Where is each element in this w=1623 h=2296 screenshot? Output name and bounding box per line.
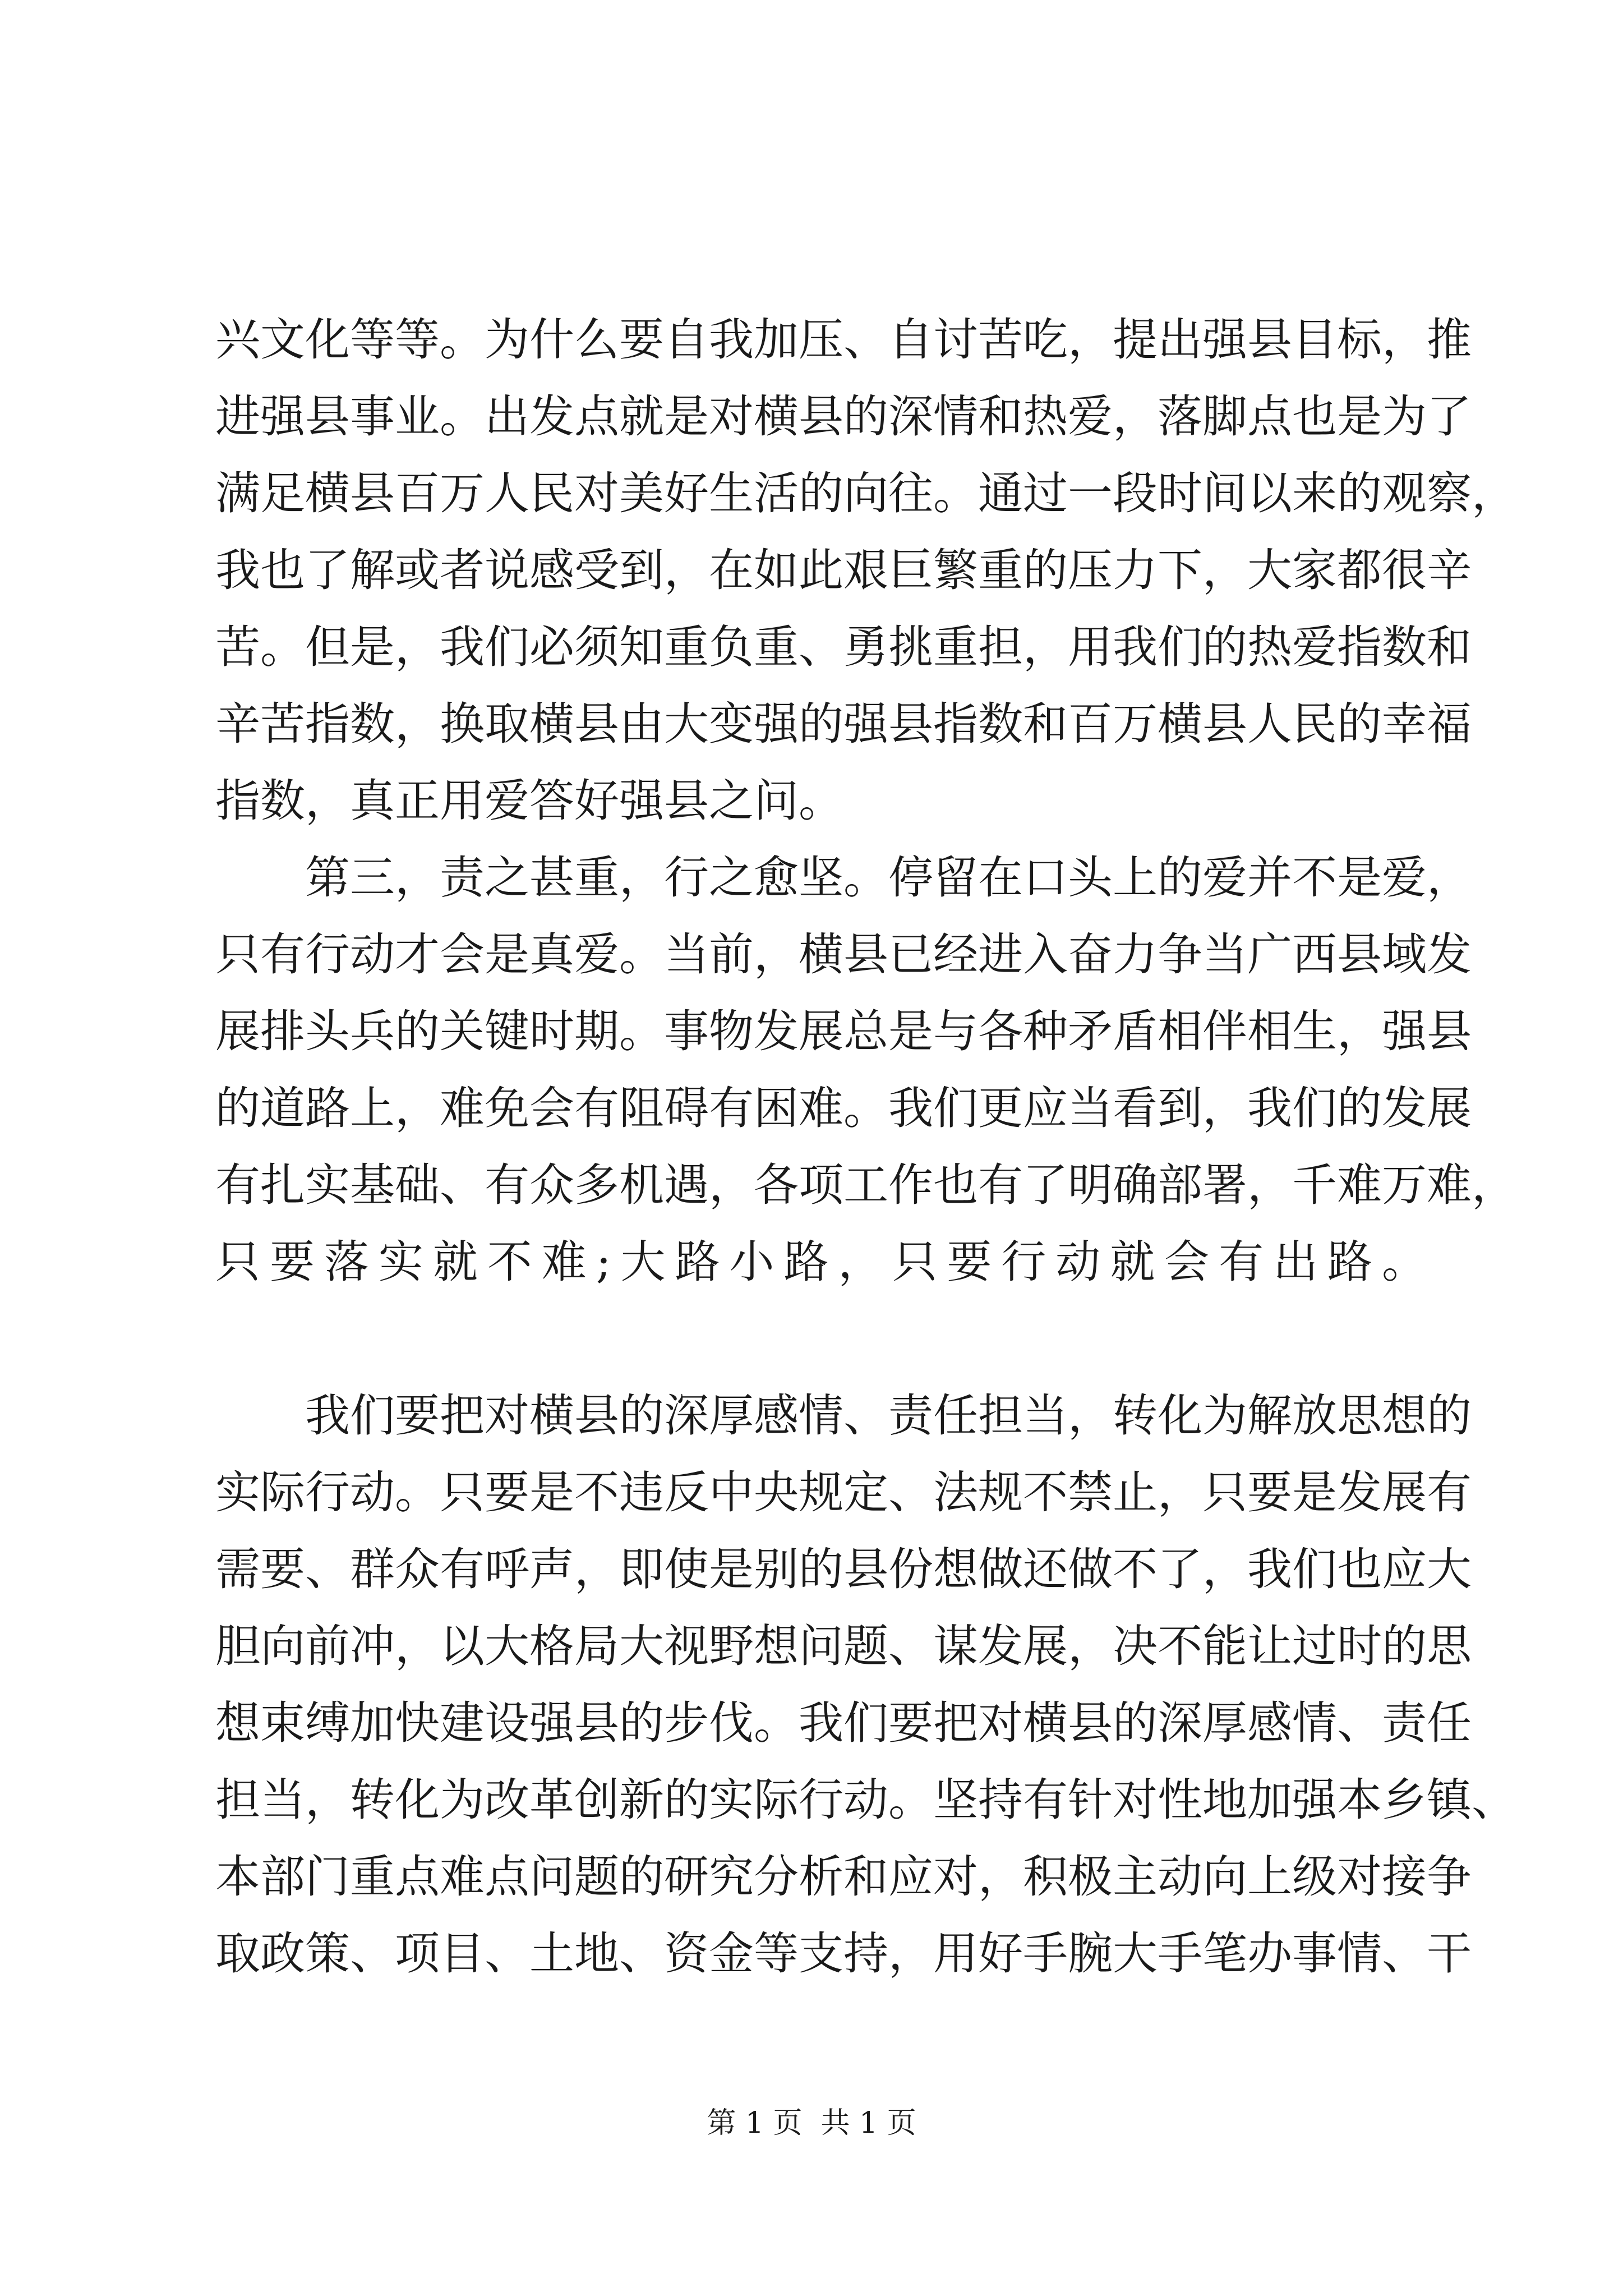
text-line: 需要、群众有呼声，即使是别的县份想做还做不了，我们也应大 (215, 1543, 1472, 1595)
text-line: 辛苦指数，换取横县由大变强的强县指数和百万横县人民的幸福 (215, 698, 1472, 750)
text-line: 进强县事业。出发点就是对横县的深情和热爱，落脚点也是为了 (215, 390, 1472, 443)
text-line: 指数，真正用爱答好强县之问。 (215, 775, 843, 827)
text-line: 有扎实基础、有众多机遇，各项工作也有了明确部署，千难万难， (215, 1159, 1516, 1211)
text-line: 我也了解或者说感受到，在如此艰巨繁重的压力下，大家都很辛 (215, 544, 1472, 596)
text-line: 胆向前冲，以大格局大视野想问题、谋发展，决不能让过时的思 (215, 1620, 1472, 1672)
paragraph-first-line: 我们要把对横县的深厚感情、责任担当，转化为解放思想的 (305, 1389, 1472, 1442)
text-line: 兴文化等等。为什么要自我加压、自讨苦吃，提出强县目标，推 (215, 314, 1472, 366)
text-line (215, 1300, 1427, 1377)
text-line: 实际行动。只要是不违反中央规定、法规不禁止，只要是发展有 (215, 1466, 1472, 1519)
paragraph-first-line: 第三，责之甚重，行之愈坚。停留在口头上的爱并不是爱， (305, 852, 1472, 904)
text-line: 满足横县百万人民对美好生活的向往。通过一段时间以来的观察， (215, 467, 1516, 519)
text-line: 担当，转化为改革创新的实际行动。坚持有针对性地加强本乡镇、 (215, 1774, 1516, 1826)
text-line: 只要落实就不难;大路小路，只要行动就会有出路。 (215, 1236, 1427, 1288)
text-line: 本部门重点难点问题的研究分析和应对，积极主动向上级对接争 (215, 1851, 1472, 1903)
text-line: 苦。但是，我们必须知重负重、勇挑重担，用我们的热爱指数和 (215, 621, 1472, 673)
text-line: 展排头兵的关键时期。事物发展总是与各种矛盾相伴相生，强县 (215, 1005, 1472, 1057)
document-body (215, 301, 1516, 1992)
text-line: 只有行动才会是真爱。当前，横县已经进入奋力争当广西县域发 (215, 928, 1472, 981)
text-line: 取政策、项目、土地、资金等支持，用好手腕大手笔办事情、干 (215, 1927, 1472, 1980)
page-footer: 第 1 页 共 1 页 (707, 2106, 916, 2140)
text-line: 想束缚加快建设强县的步伐。我们要把对横县的深厚感情、责任 (215, 1697, 1472, 1749)
text-line: 的道路上，难免会有阻碍有困难。我们更应当看到，我们的发展 (215, 1082, 1472, 1134)
